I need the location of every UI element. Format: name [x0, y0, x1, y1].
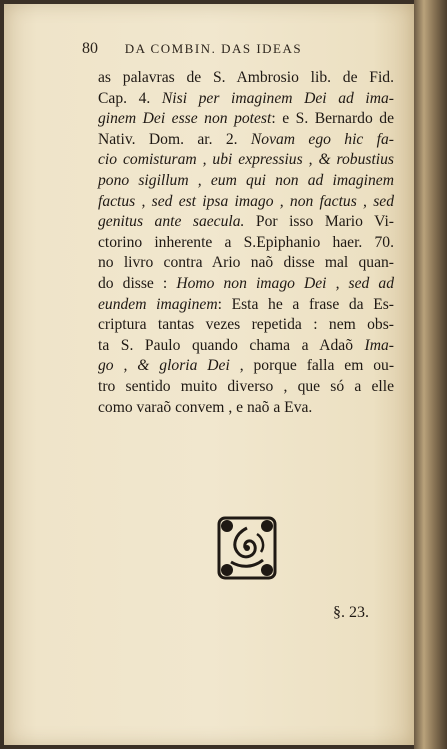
text-line — [98, 377, 394, 398]
text-line — [98, 398, 394, 419]
italic-text: Ima- — [364, 336, 394, 354]
italic-text: pono sigillum , eum qui non ad imaginem — [98, 171, 394, 189]
italic-text: eundem imaginem — [98, 295, 218, 313]
text-line — [98, 109, 394, 130]
italic-text: ginem Dei esse non potest — [98, 110, 272, 128]
text-line — [98, 192, 394, 213]
page-number: 80 — [82, 40, 98, 57]
text-line — [98, 68, 394, 89]
roman-text: criptura tantas vezes repetida : nem obs- — [98, 316, 394, 334]
roman-text: , porque falla em ou- — [229, 357, 395, 375]
roman-text: do disse : — [98, 274, 177, 292]
book-page — [4, 4, 414, 745]
roman-text: ctorino inherente a S.Epiphanio haer. 70. — [98, 233, 394, 251]
roman-text: as palavras de S. Ambrosio lib. de Fid. — [98, 69, 394, 86]
italic-text: Nisi per imaginem Dei ad ima- — [161, 89, 394, 107]
italic-text: Homo non imago Dei , sed ad — [176, 274, 394, 292]
text-line — [98, 253, 394, 274]
roman-text: tro sentido muito diverso , que só a elle — [98, 377, 394, 395]
text-line — [98, 89, 394, 110]
text-line — [98, 233, 394, 254]
catchword: §. 23. — [333, 604, 369, 621]
italic-text: cio comisturam , ubi expressius , & robustius — [98, 151, 394, 169]
roman-text: Cap. 4. — [98, 89, 162, 107]
roman-text: Por isso Mario Vi- — [244, 213, 394, 231]
text-line — [98, 130, 394, 151]
roman-text: : e S. Bernardo de — [271, 110, 394, 128]
italic-text: factus , sed est ipsa imago , non factus , sed — [98, 192, 394, 210]
italic-text: genitus ante saecula. — [98, 213, 245, 231]
text-line — [98, 171, 394, 192]
italic-text: go , & gloria Dei — [98, 357, 230, 375]
printers-ornament-icon — [217, 516, 277, 580]
body-text — [98, 68, 394, 418]
text-line — [98, 336, 394, 357]
roman-text: ta S. Paulo quando chama a Adaõ — [98, 336, 365, 354]
text-line — [98, 315, 394, 336]
text-line — [98, 274, 394, 295]
book-spine — [414, 0, 447, 749]
running-title: DA COMBIN. DAS IDEAS — [124, 41, 303, 56]
text-line — [98, 295, 394, 316]
text-line — [98, 356, 394, 377]
roman-text: : Esta he a frase da Es- — [217, 295, 394, 313]
text-line — [98, 212, 394, 233]
roman-text: no livro contra Ario naõ disse mal quan- — [98, 254, 394, 272]
text-line — [98, 150, 394, 171]
roman-text: como varaõ convem , e naõ a Eva. — [98, 398, 313, 416]
italic-text: Novam ego hic fa- — [250, 130, 394, 148]
running-header — [82, 40, 382, 58]
roman-text: Nativ. Dom. ar. 2. — [98, 130, 251, 148]
